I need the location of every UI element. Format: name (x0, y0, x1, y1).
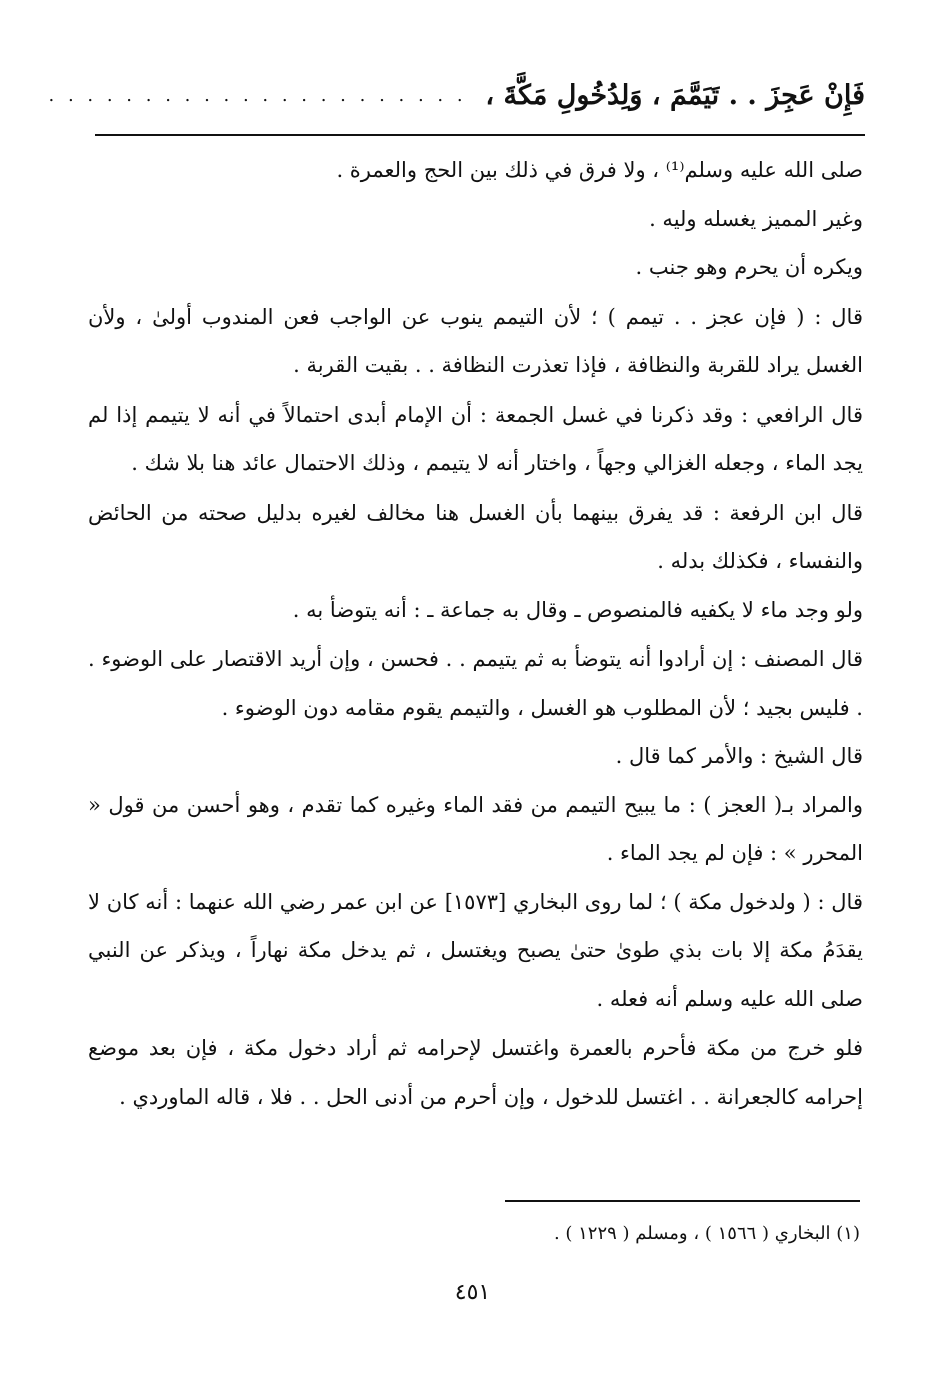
paragraph: قال الرافعي : وقد ذكرنا في غسل الجمعة : أن الإمام أبدى احتمالاً في أنه لا يتيمم إذا لم يجد الماء ، وجعله الغزالي وجهاً ، واختار أنه لا يتيمم ، وذلك الاحتمال عائد هنا بلا شك . (88, 402, 863, 475)
paragraph: ويكره أن يحرم وهو جنب . (635, 255, 863, 279)
paragraph: قال المصنف : إن أرادوا أنه يتوضأ به ثم يتيمم . . فحسن ، وإن أريد الاقتصار على الوضوء . . فليس بجيد ؛ لأن المطلوب هو الغسل ، والتيمم يقوم مقامه دون الوضوء . (88, 647, 863, 720)
paragraph: فلو خرج من مكة فأحرم بالعمرة واغتسل لإحرامه ثم أراد دخول مكة ، فإن بعد موضع إحرامه كالجعرانة . . اغتسل للدخول ، وإن أحرم من أدنى الحل . . فلا ، قاله الماوردي . (88, 1036, 863, 1109)
footnote-rule (505, 1200, 860, 1202)
running-title: فَإِنْ عَجِزَ . . تَيَمَّمَ ، وَلِدُخُولِ مَكَّةَ ، (485, 79, 865, 111)
paragraph: قال ابن الرفعة : قد يفرق بينهما بأن الغسل هنا مخالف لغيره بدليل صحته من الحائض والنفساء ، فكذلك بدله . (88, 500, 863, 573)
header-rule (95, 134, 865, 136)
paragraph: قال الشيخ : والأمر كما قال . (615, 744, 863, 768)
page-number: ٤٥١ (454, 1280, 491, 1305)
paragraph: قال : ( ولدخول مكة ) ؛ لما روى البخاري [١٥٧٣] عن ابن عمر رضي الله عنهما : أنه كان لا يقدَمُ مكة إلا بات بذي طوىٰ حتىٰ يصبح ويغتسل ، ثم يدخل مكة نهاراً ، ويذكر عن النبي صلى الله عليه وسلم أنه فعله . (88, 889, 863, 1011)
paragraph: صلى الله عليه وسلم⁽¹⁾ ، ولا فرق في ذلك بين الحج والعمرة . (336, 158, 863, 182)
leader-dots: . . . . . . . . . . . . . . . . . . . . . . (48, 84, 467, 106)
main-text (88, 146, 863, 1121)
footnote: (١) البخاري ( ١٥٦٦ ) ، ومسلم ( ١٢٢٩ ) . (553, 1223, 860, 1244)
paragraph: ولو وجد ماء لا يكفيه فالمنصوص ـ وقال به جماعة ـ : أنه يتوضأ به . (292, 597, 863, 622)
running-header (48, 70, 865, 120)
paragraph: قال : ( فإن عجز . . تيمم ) ؛ لأن التيمم ينوب عن الواجب فعن المندوب أولىٰ ، ولأن الغسل يراد للقربة والنظافة ، فإذا تعذرت النظافة . . بقيت القربة . (88, 304, 863, 377)
paragraph: والمراد بـ( العجز ) : ما يبيح التيمم من فقد الماء وغيره كما تقدم ، وهو أحسن من قول « المحرر » : فإن لم يجد الماء . (88, 792, 863, 865)
paragraph: وغير المميز يغسله وليه . (649, 206, 863, 231)
